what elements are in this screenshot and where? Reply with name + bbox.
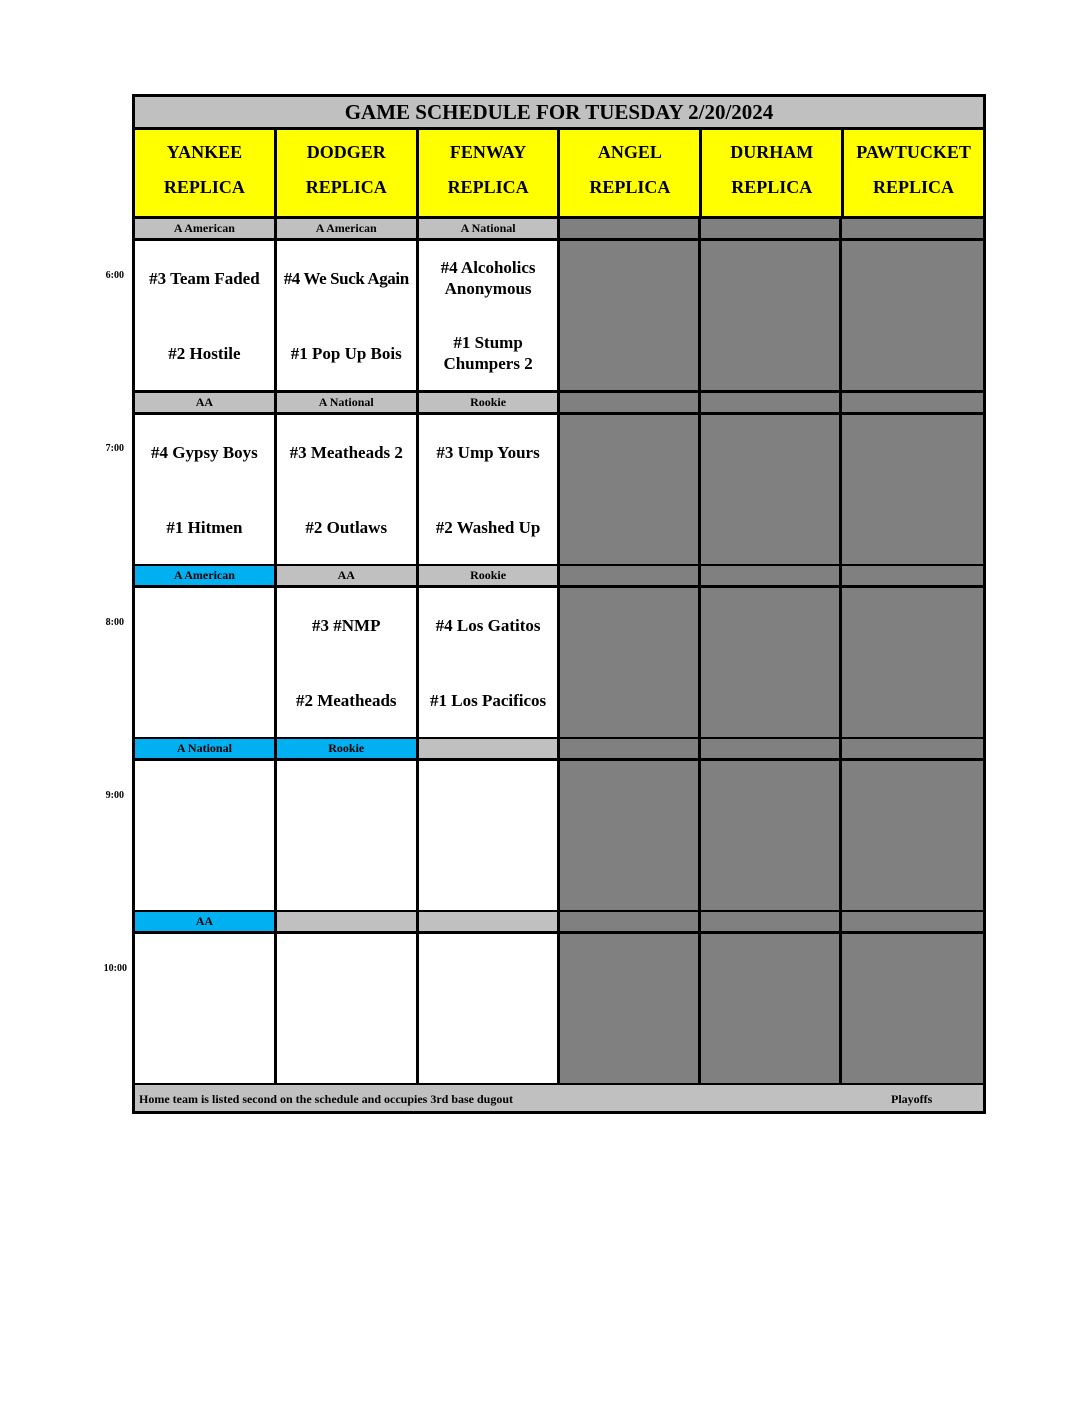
field-sub: REPLICA [589,177,671,197]
division-label: A American [135,219,277,238]
game-cell [277,761,419,910]
unused-division-cell [701,912,842,931]
home-team: #2 Washed Up [435,517,541,537]
game-cell [135,761,277,910]
unused-game-cell [842,934,983,1083]
home-team [419,1021,558,1071]
field-sub: REPLICA [731,177,813,197]
away-team: #3 #NMP [312,615,381,635]
home-team: #1 Hitmen [166,517,243,537]
unused-division-cell [701,393,842,412]
home-team [277,848,416,898]
unused-game-cell [560,934,701,1083]
away-team: #4 Alcoholics Anonymous [440,258,536,298]
game-cell [277,934,419,1083]
game-row-2 [135,415,983,567]
game-cell [135,934,277,1083]
unused-division-cell [842,739,983,758]
away-team: #4 Gypsy Boys [151,442,258,462]
unused-game-cell [701,588,842,737]
game-cell [277,241,419,390]
time-label: 6:00 [105,270,124,281]
unused-division-cell [560,219,701,238]
unused-division-cell [842,219,983,238]
away-team [135,773,274,823]
game-row-1 [135,241,983,393]
division-label: Rookie [277,739,419,758]
away-team [135,946,274,996]
division-row-1 [135,219,983,241]
schedule-footer [135,1085,983,1111]
game-cell [135,415,277,564]
division-row-5 [135,912,983,934]
unused-division-cell [842,912,983,931]
unused-game-cell [701,761,842,910]
field-sub: REPLICA [305,177,387,197]
division-label: Rookie [419,566,561,585]
field-header-angel [560,130,702,216]
division-label: A National [419,219,561,238]
unused-division-cell [560,393,701,412]
division-label: A National [135,739,277,758]
time-label: 8:00 [105,617,124,628]
home-team [277,1021,416,1071]
away-team [135,600,274,650]
home-team: #2 Hostile [168,343,241,363]
division-label: A American [277,219,419,238]
field-name: ANGEL [597,142,662,162]
unused-division-cell [701,566,842,585]
schedule-sheet [132,94,986,1114]
unused-game-cell [701,934,842,1083]
home-team [135,1021,274,1071]
schedule-title: GAME SCHEDULE FOR TUESDAY 2/20/2024 [135,97,983,130]
field-header-durham [702,130,844,216]
home-team: #2 Meatheads [295,690,397,710]
division-label [419,912,561,931]
home-team: #1 Pop Up Bois [290,343,402,363]
game-cell [277,588,419,737]
away-team: #3 Meatheads 2 [289,442,403,462]
unused-division-cell [701,219,842,238]
game-cell [419,761,561,910]
away-team: #3 Ump Yours [436,442,540,462]
unused-division-cell [842,566,983,585]
time-label: 7:00 [105,443,124,454]
home-team-note: Home team is listed second on the schedule and occupies 3rd base dugout [139,1092,514,1106]
away-team: #3 Team Faded [149,268,260,288]
game-cell [419,241,561,390]
unused-game-cell [842,415,983,564]
division-label: Rookie [419,393,561,412]
field-header-pawtucket [844,130,983,216]
game-cell [135,241,277,390]
time-label: 9:00 [105,790,124,801]
unused-game-cell [560,761,701,910]
unused-game-cell [701,415,842,564]
away-team [419,773,558,823]
away-team: #4 We Suck Again [283,268,409,288]
field-header-row [135,130,983,219]
away-team [419,946,558,996]
home-team: #1 Stump Chumpers 2 [443,333,533,373]
division-label [419,739,561,758]
division-row-3 [135,566,983,588]
division-label: AA [135,393,277,412]
unused-game-cell [560,588,701,737]
home-team: #2 Outlaws [305,517,388,537]
field-name: DURHAM [730,142,814,162]
unused-division-cell [842,393,983,412]
game-row-5 [135,934,983,1086]
field-sub: REPLICA [447,177,529,197]
home-team: #1 Los Pacificos [429,690,547,710]
field-name: YANKEE [166,142,243,162]
playoffs-label: Playoffs [891,1092,933,1106]
division-row-4 [135,739,983,761]
game-cell [419,934,561,1083]
unused-game-cell [560,415,701,564]
game-cell [135,588,277,737]
unused-division-cell [560,912,701,931]
field-header-fenway [419,130,561,216]
unused-game-cell [560,241,701,390]
unused-game-cell [842,761,983,910]
away-team [277,773,416,823]
division-label: A American [135,566,277,585]
away-team: #4 Los Gatitos [435,615,541,635]
division-label [277,912,419,931]
away-team [277,946,416,996]
home-team [135,675,274,725]
unused-division-cell [560,739,701,758]
field-name: PAWTUCKET [856,142,971,162]
game-row-3 [135,588,983,740]
unused-game-cell [842,588,983,737]
field-name: FENWAY [449,142,527,162]
home-team [135,848,274,898]
field-sub: REPLICA [163,177,245,197]
division-row-2 [135,393,983,415]
unused-game-cell [842,241,983,390]
unused-division-cell [560,566,701,585]
home-team [419,848,558,898]
field-header-dodger [277,130,419,216]
field-header-yankee [135,130,277,216]
division-label: A National [277,393,419,412]
game-cell [419,415,561,564]
unused-division-cell [701,739,842,758]
field-sub: REPLICA [873,177,955,197]
game-cell [277,415,419,564]
game-cell [419,588,561,737]
game-row-4 [135,761,983,913]
division-label: AA [135,912,277,931]
field-name: DODGER [306,142,386,162]
time-label: 10:00 [103,963,127,974]
unused-game-cell [701,241,842,390]
division-label: AA [277,566,419,585]
